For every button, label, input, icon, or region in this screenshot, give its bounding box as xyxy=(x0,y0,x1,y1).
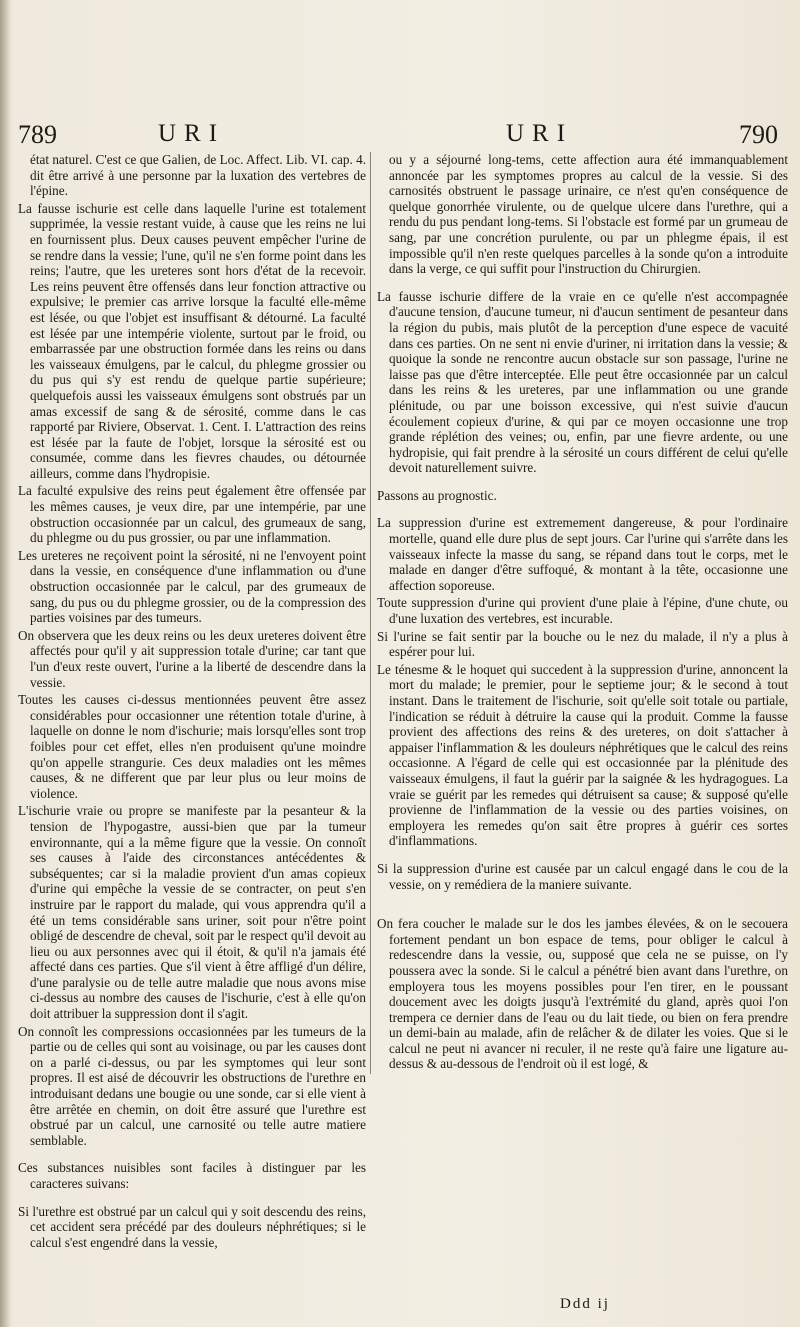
running-header xyxy=(18,120,786,154)
paragraph: On observera que les deux reins ou les deux ureteres doivent être affectés pour qu'il y ait suppression totale d'urine; car tant que l'un d'eux reste ouvert, l'urine a la liberté de descendre dans la vessie. xyxy=(18,627,366,690)
left-column xyxy=(18,152,366,1252)
paragraph: La fausse ischurie differe de la vraie en ce qu'elle n'est accompagnée d'aucune tension, d'aucune tumeur, ni d'aucun sentiment de pesanteur dans la région du pubis, mais plutôt de la perception d'une espece de vacuité dans ces parties. On ne sent ni envie d'uriner, ni irritation dans la vessie; & quoique la sonde ne rencontre aucun obstacle sur son passage, l'urine ne laisse pas que d'être interceptée. Elle peut être occasionnée par un calcul dans les reins & les ureteres, par une inflammation ou une grande plénitude, ou par une boisson excessive, qui n'est suivie d'aucun écoulement copieux d'urine, & qui par ce moyen occasionne une trop grande réplétion des veines; ou, enfin, par une fievre ardente, ou une hydropisie, qui fait prendre à la sérosité un cours différent de celui qu'elle devoit naturellement suivre. xyxy=(377,288,788,476)
section-heading: Passons au prognostic. xyxy=(377,487,497,503)
paragraph: On connoît les compressions occasionnées par les tumeurs de la partie ou de celles qui sont au voisinage, ou par les causes dont on a parlé ci-dessus, ou par les symptomes qui leur sont propres. Il est aisé de découvrir les obstructions de l'urethre en introduisant dedans une bougie ou une sonde, car si elle vient à être arrêtée en chemin, on doit être assuré que l'urethre est obstrué par un calcul, une carnosité ou telle autre matiere semblable. xyxy=(18,1023,366,1148)
paragraph: Toutes les causes ci-dessus mentionnées peuvent être assez considérables pour occasionner une rétention totale d'urine, à laquelle on donne le nom d'ischurie; mais lorsqu'elles sont trop foibles pour cet effet, elles n'en produisent qu'une moindre qu'on appelle strangurie. Ces deux maladies ont les mêmes causes, & ne different que par leur plus ou leur moins de violence. xyxy=(18,692,366,801)
page-number-right: 790 xyxy=(739,120,778,149)
paragraph: Si l'urine se fait sentir par la bouche ou le nez du malade, il n'y a plus à espérer pour lui. xyxy=(377,628,788,660)
paragraph: La suppression d'urine est extremement dangereuse, & pour l'ordinaire mortelle, quand elle dure plus de sept jours. Car l'urine qui s'arrête dans les vaisseaux infecte la masse du sang, se répand dans tout le corps, met le malade en danger d'être suffoqué, & montant à la tête, occasionne une affection soporeuse. xyxy=(377,515,788,593)
paragraph: Ces substances nuisibles sont faciles à distinguer par les caracteres suivans: xyxy=(18,1160,366,1191)
right-column xyxy=(370,152,788,1074)
paragraph: La fausse ischurie est celle dans laquelle l'urine est totalement supprimée, la vessie restant vuide, à cause que les reins ne lui en fournissent plus. Deux causes peuvent empêcher l'urine de se rendre dans la vessie; l'une, qu'il ne s'en forme point dans les reins; l'autre, que les ureteres sont hors d'état de la recevoir. Les reins peuvent être offensés dans leur fonction attractive ou expulsive; le premier cas arrive lorsque la faculté elle-même est lésée, ou que l'objet est insuffisant & détourné. La faculté est lésée par une intempérie violente, surtout par le froid, ou embarrassée par une obstruction formée dans les reins ou dans les vaisseaux émulgens, par le calcul, du phlegme grossier ou du pus qui s'y est rendu de quelque partie supérieure; quelquefois aussi les vaisseaux émulgens sont obstrués par un amas excessif de sang & de sérosité, comme dans le cas rapporté par Riviere, Observat. 1. Cent. I. L'attraction des reins est lésée par la faute de l'objet, lorsque la sérosité est ou consumée, comme dans les fievres chaudes, ou détournée ailleurs, comme dans l'hydropisie. xyxy=(18,200,366,481)
paragraph: L'ischurie vraie ou propre se manifeste par la pesanteur & la tension de l'hypogastre, aussi-bien que par la tumeur environnante, qui a la même figure que la vessie. On connoît ses causes à l'aide des circonstances antécédentes & subséquentes; car si la maladie provient d'un amas copieux d'urine qui empêche la vessie de se contracter, on peut s'en instruire par le rapport du malade, qui vous apprendra qu'il a été un tems considérable sans uriner, soit pour n'être point obligé de descendre de cheval, soit par le respect qu'il devoit au lieu ou aux personnes avec qui il étoit, & qu'il n'a jamais été affecté dans ces parties. Que s'il vient à être affligé d'un délire, d'une paralysie ou de telle autre maladie que nous avons mise ci-dessus au nombre des causes de l'ischurie, c'est à elle qu'on doit attribuer la suppression dont il s'agit. xyxy=(18,803,366,1022)
paragraph: ou y a séjourné long-tems, cette affection aura été immanquablement annoncée par les symptomes propres au calcul de la vessie. Si des carnosités obstruent le passage urinaire, ce n'est qu'en conséquence de quelque gonorrhée virulente, ou de quelque ulcere dans l'urethre, qui a rendu du pus pendant long-tems. Si l'obstacle est formé par un grumeau de sang, par une concrétion purulente, ou par un phlegme épais, il est impossible qu'il n'en reste quelques parcelles à la sonde qu'on a introduite dans la verge, ce qui suffit pour l'instruction du Chirurgien. xyxy=(389,152,788,277)
paragraph: Le ténesme & le hoquet qui succedent à la suppression d'urine, annoncent la mort du malade; le premier, pour le septieme jour; & le second à tout instant. Dans le traitement de l'ischurie, soit qu'elle soit totale ou partiale, l'indication se réduit à détruire la cause qui la produit. Comme la fausse provient des affections des reins & des ureteres, on doit s'attacher à appaiser l'inflammation & les douleurs néphrétiques que le calcul des reins occasionne. A l'égard de celle qui est occasionnée par la plénitude des vaisseaux émulgens, il faut la guérir par la saignée & les hydragogues. La vraie se guérit par les remedes qui détruisent sa cause; & supposé qu'elle provienne de l'inflammation de la vessie ou des parties voisines, on employera les remedes qu'on sait être propres à guérir ces sortes d'inflammations. xyxy=(377,661,788,849)
running-head-right: URI xyxy=(506,120,574,147)
page-number-left: 789 xyxy=(18,120,57,149)
paragraph: La faculté expulsive des reins peut également être offensée par les mêmes causes, je veux dire, par une intempérie, par une obstruction occasionnée par un calcul, des grumeaux de sang, du phlegme ou du pus grossier, ou par une inflammation. xyxy=(18,483,366,546)
paragraph: On fera coucher le malade sur le dos les jambes élevées, & on le secouera fortement pendant un bon espace de tems, pour obliger le calcul à redescendre dans la vessie, ou, supposé que cela ne se puisse, on l'y poussera avec la sonde. Si le calcul a pénétré bien avant dans l'urethre, on employera tous les moyens possibles pour l'en tirer, en le poussant doucement avec les doigts jusqu'à l'extrémité du gland, après quoi l'on trempera ce dernier dans de l'eau ou du lait tiede, ou bien on fera prendre un demi-bain au malade, afin de relâcher & de dilater les voies. Que si le calcul ne peut ni avancer ni reculer, il ne reste qu'à faire une ligature au-dessus & au-dessous de l'endroit où il est logé, & xyxy=(377,916,788,1072)
paragraph: Les ureteres ne reçoivent point la sérosité, ni ne l'envoyent point dans la vessie, en conséquence d'une inflammation ou d'une obstruction occasionnée par le calcul, par des grumeaux de sang, du pus ou du phlegme grossier, ou de la compression des parties voisines par des tumeurs. xyxy=(18,547,366,626)
paragraph: Si la suppression d'urine est causée par un calcul engagé dans le cou de la vessie, on y remédiera de la maniere suivante. xyxy=(377,860,788,892)
paragraph: Si l'urethre est obstrué par un calcul qui y soit descendu des reins, cet accident sera précédé par des douleurs néphrétiques; si le calcul s'est engendré dans la vessie, xyxy=(18,1203,366,1250)
signature-mark: Ddd ij xyxy=(560,1296,610,1312)
running-head-left: URI xyxy=(158,120,226,147)
paragraph: état naturel. C'est ce que Galien, de Loc. Affect. Lib. VI. cap. 4. dit être arrivé à une personne par la luxation des vertebres de l'épine. xyxy=(30,152,366,199)
paragraph: Toute suppression d'urine qui provient d'une plaie à l'épine, d'une chute, ou d'une luxation des vertebres, est incurable. xyxy=(377,595,788,627)
